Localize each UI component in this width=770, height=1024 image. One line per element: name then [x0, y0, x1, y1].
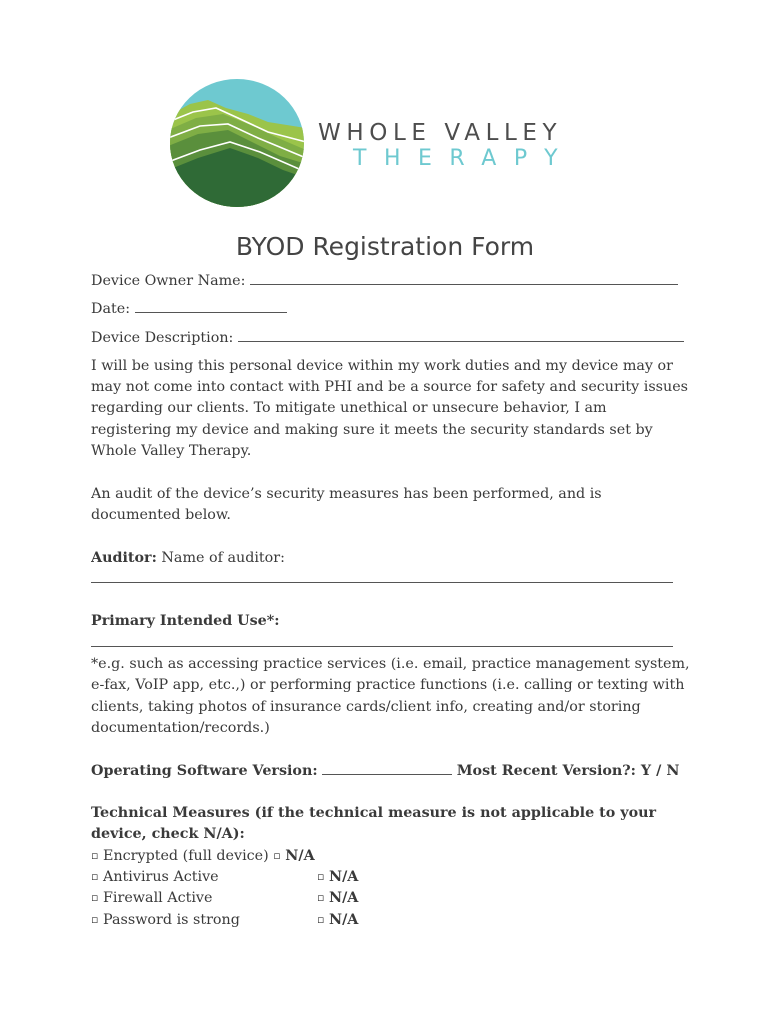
note-line: e-fax, VoIP app, etc.,) or performing practice functions (i.e. calling or texting with: [91, 677, 685, 694]
auditor-blank-row: [91, 569, 691, 590]
na-label: N/A: [329, 869, 359, 886]
device-description-blank[interactable]: [238, 329, 684, 342]
date-label: Date:: [91, 301, 131, 318]
checkbox-password-na[interactable]: ▫: [317, 912, 325, 926]
intro-line: I will be using this personal device within my work duties and my device may or: [91, 357, 673, 374]
primary-use-label: Primary Intended Use*:: [91, 613, 280, 630]
note-line: *e.g. such as accessing practice services (i.e. email, practice management system,: [91, 656, 690, 673]
na-label: N/A: [329, 911, 359, 928]
measure-row-password: [91, 910, 691, 931]
brand-name-line1: WHOLE VALLEY: [318, 120, 563, 146]
na-option: [317, 867, 358, 888]
note-line: clients, taking photos of insurance cards/client info, creating and/or storing: [91, 698, 641, 715]
os-version-label: Operating Software Version:: [91, 762, 318, 779]
brand-wordmark: [318, 120, 575, 172]
na-label: N/A: [329, 890, 359, 907]
os-version-blank[interactable]: [322, 762, 452, 775]
measure-row-antivirus: [91, 867, 691, 888]
device-description-field: [91, 328, 691, 349]
na-label: N/A: [285, 847, 315, 864]
primary-use-blank[interactable]: [91, 634, 673, 647]
intro-line: may not come into contact with PHI and be a source for safety and security issues: [91, 379, 689, 396]
auditor-blank[interactable]: [91, 570, 673, 583]
form-body: [91, 271, 691, 931]
owner-name-blank[interactable]: [250, 272, 678, 285]
checkbox-firewall[interactable]: ▫: [91, 891, 99, 905]
checkbox-password[interactable]: ▫: [91, 912, 99, 926]
technical-measures-heading-cont: [91, 824, 691, 845]
primary-use-field: [91, 611, 691, 632]
checkbox-encrypted-na[interactable]: ▫: [273, 848, 281, 862]
intro-line: regarding our clients. To mitigate unethical or unsecure behavior, I am: [91, 400, 607, 417]
owner-name-label: Device Owner Name:: [91, 273, 246, 289]
intro-line: registering my device and making sure it meets the security standards set by: [91, 421, 653, 438]
auditor-hint: Name of auditor:: [161, 549, 285, 566]
measure-label: Firewall Active: [103, 890, 213, 907]
date-blank[interactable]: [135, 300, 287, 313]
auditor-field: [91, 548, 691, 569]
audit-line: An audit of the device’s security measures has been performed, and is: [91, 485, 602, 502]
measure-label: Antivirus Active: [103, 869, 219, 886]
primary-use-blank-row: [91, 633, 691, 654]
measure-row-firewall: [91, 888, 691, 909]
na-option: [317, 888, 358, 909]
most-recent-label: Most Recent Version?: Y / N: [456, 762, 680, 779]
technical-measures-heading: [91, 803, 691, 824]
device-description-label: Device Description:: [91, 329, 234, 346]
form-title: BYOD Registration Form: [235, 232, 535, 261]
os-version-field: [91, 761, 691, 782]
na-option: [317, 910, 358, 931]
checkbox-encrypted[interactable]: ▫: [91, 848, 99, 862]
tech-heading-line: Technical Measures (if the technical measure is not applicable to your: [91, 805, 657, 822]
measure-row-encrypted: [91, 846, 691, 867]
measure-label: Password is strong: [103, 911, 240, 928]
checkbox-antivirus[interactable]: ▫: [91, 870, 99, 884]
intro-paragraph: [91, 356, 691, 462]
tech-heading-line: device, check N/A):: [91, 826, 245, 843]
note-line: documentation/records.): [91, 719, 270, 736]
owner-name-field: [91, 271, 691, 292]
date-field: [91, 299, 691, 320]
primary-use-note: [91, 654, 691, 739]
audit-paragraph: [91, 484, 691, 527]
brand-name-line2: THERAPY: [353, 146, 576, 171]
intro-line: Whole Valley Therapy.: [91, 443, 252, 460]
checkbox-firewall-na[interactable]: ▫: [317, 891, 325, 905]
checkbox-antivirus-na[interactable]: ▫: [317, 870, 325, 884]
measure-label: Encrypted (full device): [103, 847, 269, 864]
auditor-label: Auditor:: [91, 549, 157, 566]
whole-valley-logo: [168, 78, 306, 208]
audit-line: documented below.: [91, 506, 231, 523]
